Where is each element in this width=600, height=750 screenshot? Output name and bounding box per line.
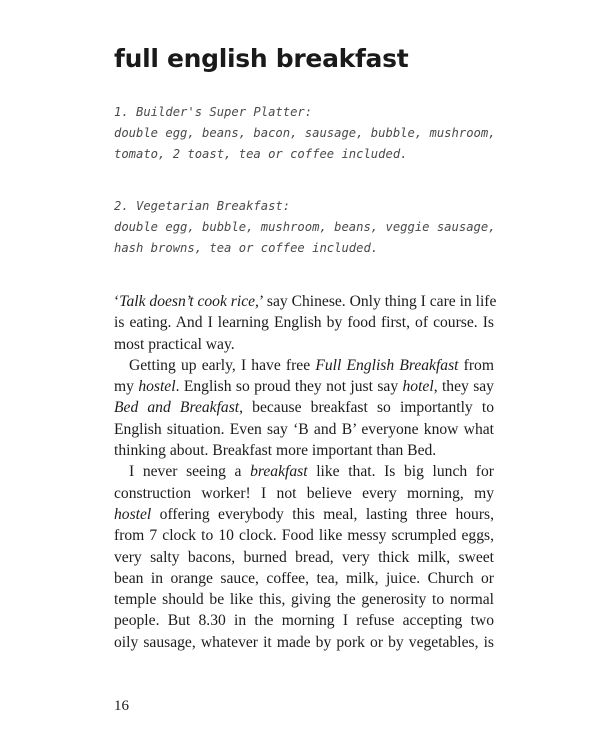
- text-line: [114, 312, 494, 333]
- text-run: I never seeing a: [129, 463, 251, 481]
- italic-text: hotel: [402, 378, 434, 396]
- text-run: ‘: [114, 293, 120, 310]
- italic-text: hostel: [138, 378, 176, 396]
- text-line: [114, 610, 494, 631]
- text-line: [114, 440, 494, 461]
- text-run: , they say: [433, 378, 494, 396]
- body-text: [114, 291, 497, 653]
- italic-text: Bed and Breakfast: [114, 399, 240, 417]
- text-run: . English so proud they not just say: [175, 378, 403, 396]
- text-run: ’ say Chinese. Only thing I care in life: [258, 293, 497, 310]
- text-line: [114, 547, 494, 568]
- text-run: is eating. And I learning English by food first, of course. Is: [114, 314, 494, 332]
- text-run: my: [114, 378, 139, 396]
- text-line: [114, 568, 494, 589]
- text-line: [114, 461, 494, 482]
- text-run: construction worker! I not believe every morning, my: [114, 484, 494, 502]
- body-paragraph: [114, 291, 497, 355]
- text-line: [114, 632, 494, 653]
- italic-text: hostel: [114, 505, 152, 523]
- menu-item-description-line: hash browns, tea or coffee included.: [114, 241, 379, 255]
- text-line: [114, 525, 494, 546]
- text-run: like that. Is big lunch for: [307, 463, 494, 481]
- text-run: most practical way.: [114, 335, 235, 353]
- text-line: [114, 334, 494, 355]
- italic-text: breakfast: [250, 463, 308, 481]
- italic-text: Talk doesn’t cook rice,: [119, 293, 259, 310]
- text-run: oily sausage, whatever it made by pork or by vegetables, is: [114, 633, 494, 651]
- menu-item-description-line: double egg, bubble, mushroom, beans, veggie sausage,: [114, 220, 496, 234]
- text-run: , because breakfast so importantly to: [239, 399, 495, 417]
- text-run: Getting up early, I have free: [129, 356, 316, 374]
- menu-item-vegetarian-breakfast: [114, 196, 514, 259]
- menu-item-heading: 2. Vegetarian Breakfast:: [114, 199, 291, 213]
- italic-text: Full English Breakfast: [315, 356, 459, 374]
- text-line: [114, 504, 494, 525]
- text-run: from 7 clock to 10 clock. Food like messy scrumpled eggs,: [114, 527, 494, 545]
- body-paragraph: [114, 355, 494, 461]
- text-line: [114, 291, 497, 312]
- menu-item-description-line: tomato, 2 toast, tea or coffee included.: [114, 147, 408, 161]
- text-line: [114, 589, 494, 610]
- text-run: from: [458, 356, 494, 374]
- text-line: [114, 419, 494, 440]
- text-run: people. But 8.30 in the morning I refuse accepting two: [114, 612, 494, 630]
- chapter-title: full english breakfast: [114, 44, 409, 73]
- text-line: [114, 397, 494, 418]
- body-paragraph: [114, 461, 494, 653]
- text-run: offering everybody this meal, lasting three hours,: [151, 505, 494, 523]
- text-run: temple should be like this, giving the generosity to normal: [114, 591, 494, 609]
- text-line: [114, 376, 494, 397]
- text-line: [114, 355, 494, 376]
- menu-item-heading: 1. Builder's Super Platter:: [114, 105, 313, 119]
- text-line: [114, 483, 494, 504]
- page-number: 16: [114, 698, 129, 714]
- menu-item-description-line: double egg, beans, bacon, sausage, bubble, mushroom,: [114, 126, 496, 140]
- menu-item-builders-platter: [114, 102, 514, 165]
- text-run: bean in orange sauce, coffee, tea, milk, juice. Church or: [114, 569, 494, 587]
- text-run: thinking about. Breakfast more important than Bed.: [114, 442, 437, 460]
- text-run: very salty bacons, burned bread, very thick milk, sweet: [114, 548, 494, 566]
- text-run: English situation. Even say ‘B and B’ everyone know what: [114, 420, 494, 438]
